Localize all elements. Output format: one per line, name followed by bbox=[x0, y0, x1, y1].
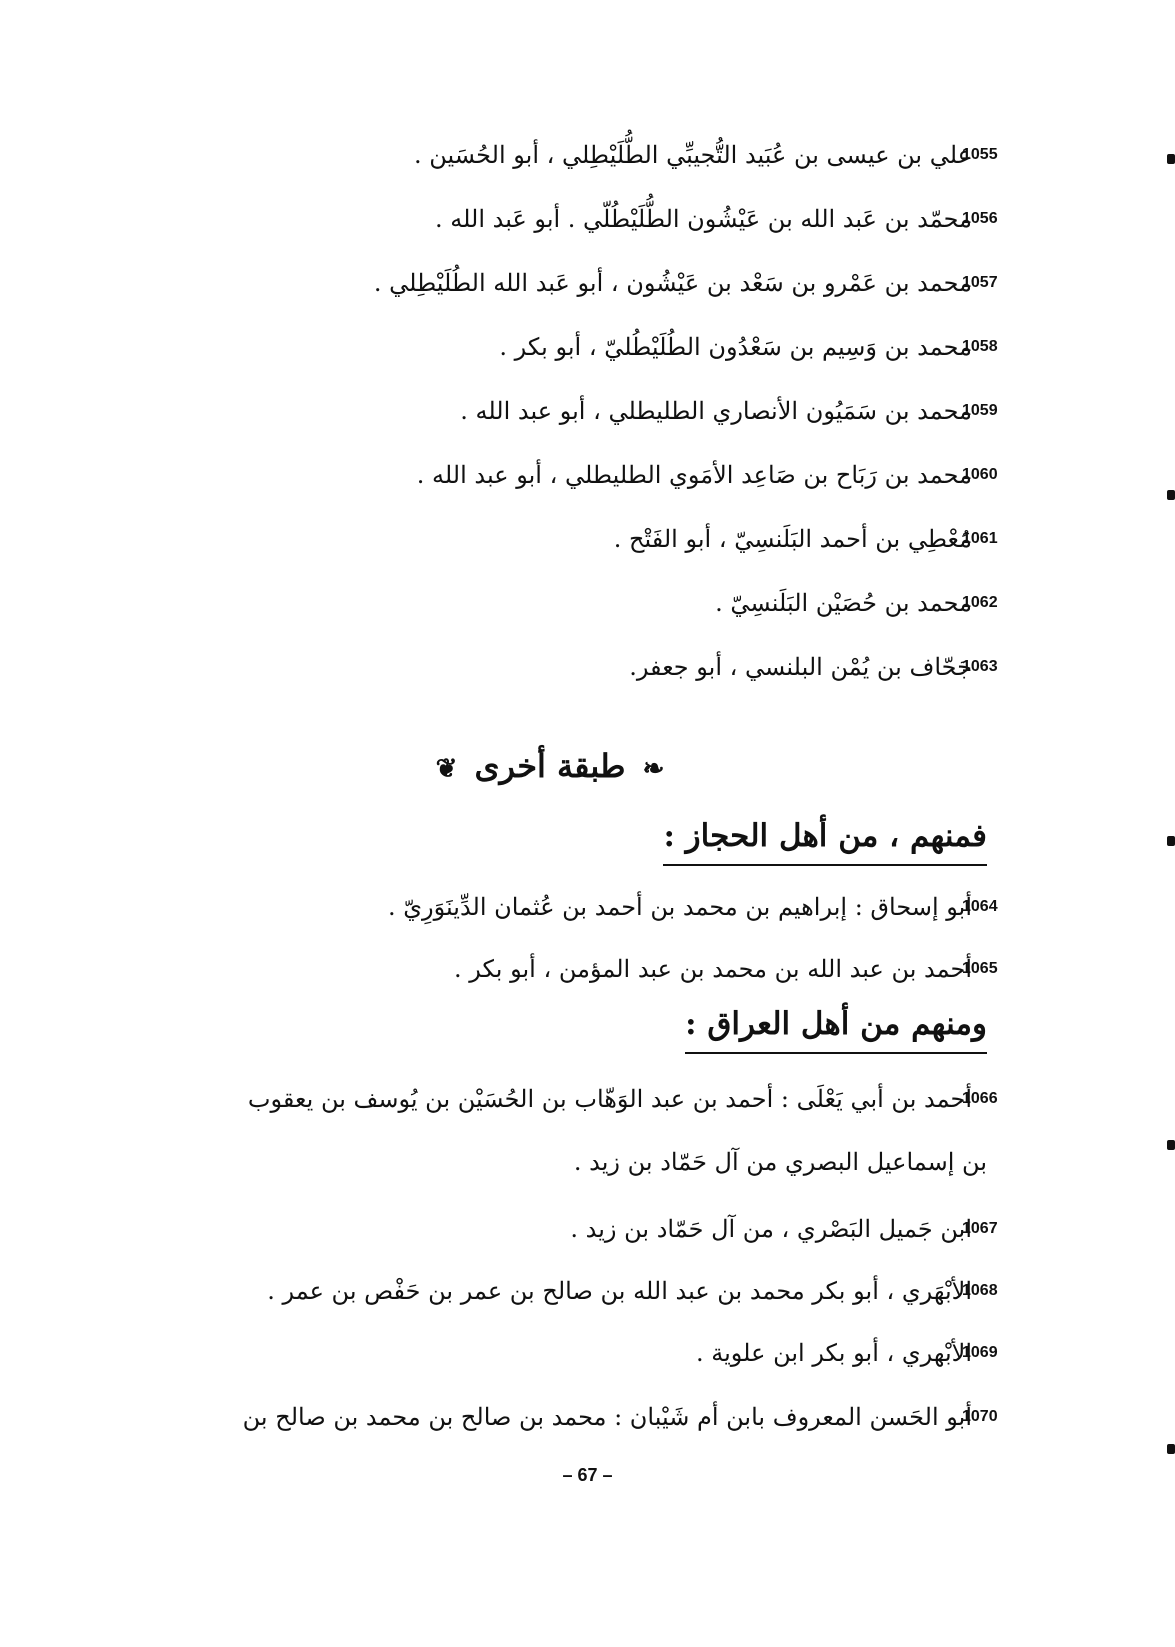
entry-text: محمد بن حُصَيْن البَلَنسِيّ . bbox=[715, 589, 972, 617]
entry-number: 1066 bbox=[962, 1090, 998, 1107]
ornament-icon: ❦ bbox=[435, 753, 458, 784]
entry-number: 1065 bbox=[962, 960, 998, 977]
entry-text: ابن جَميل البَصْري ، من آل حَمّاد بن زيد . bbox=[570, 1215, 972, 1243]
entry-1057 bbox=[100, 250, 1100, 316]
entry-number: 1058 bbox=[962, 338, 998, 355]
entry-number: 1064 bbox=[962, 898, 998, 915]
entry-number: 1070 bbox=[962, 1408, 998, 1425]
entry-text: محمد بن وَسِيم بن سَعْدُون الطُلَيْطُليّ ، أبو بكر . bbox=[499, 333, 972, 361]
entry-1061 bbox=[100, 506, 1100, 572]
entry-1066 bbox=[100, 1066, 1100, 1132]
entry-text: أحمد بن أبي يَعْلَى : أحمد بن عبد الوَهّاب بن الحُسَيْن بن يُوسف بن يعقوب bbox=[247, 1085, 972, 1113]
entry-text: أبو إسحاق : إبراهيم بن محمد بن أحمد بن عُثمان الدِّينَوَرِيّ . bbox=[387, 893, 972, 921]
entry-text: الأبْهَري ، أبو بكر محمد بن عبد الله بن صالح بن عمر بن حَفْص بن عمر . bbox=[267, 1277, 972, 1305]
entry-text: علي بن عيسى بن عُبَيد التُّجيبِّي الطُّلَيْطِلي ، أبو الحُسَين . bbox=[413, 141, 972, 169]
scan-mark bbox=[1167, 154, 1175, 164]
entry-1064 bbox=[100, 874, 1100, 940]
entry-text: محمد بن عَمْرو بن سَعْد بن عَيْشُون ، أبو عَبد الله الطُلَيْطِلي . bbox=[373, 269, 972, 297]
entry-text: أبو الحَسن المعروف بابن أم شَيْبان : محمد بن صالح بن محمد بن صالح بن bbox=[242, 1403, 972, 1431]
entry-text: محمد بن سَمَيُون الأنصاري الطليطلي ، أبو عبد الله . bbox=[460, 397, 972, 425]
heading-hijaz: فمنهم ، من أهل الحجاز : bbox=[663, 808, 987, 866]
entry-1065 bbox=[100, 936, 1100, 1002]
entry-1059 bbox=[100, 378, 1100, 444]
page-number: – 67 – bbox=[562, 1465, 613, 1485]
entry-1067 bbox=[100, 1196, 1100, 1262]
entry-number: 1068 bbox=[962, 1282, 998, 1299]
entry-number: 1069 bbox=[962, 1344, 998, 1361]
entry-1068 bbox=[100, 1258, 1100, 1324]
entry-number: 1063 bbox=[962, 658, 998, 675]
entry-number: 1062 bbox=[962, 594, 998, 611]
entry-1062 bbox=[100, 570, 1100, 636]
scan-mark bbox=[1167, 490, 1175, 500]
entry-text: مُعْطِي بن أحمد البَلَنسِيّ ، أبو الفَتْح . bbox=[613, 525, 972, 553]
entry-text: جَحّاف بن يُمْن البلنسي ، أبو جعفر. bbox=[629, 653, 972, 681]
entry-1058 bbox=[100, 314, 1100, 380]
scan-mark bbox=[1167, 1140, 1175, 1150]
entry-1069 bbox=[100, 1320, 1100, 1386]
entry-1055 bbox=[100, 122, 1100, 188]
scan-mark bbox=[1167, 836, 1175, 846]
heading-iraq: ومنهم من أهل العراق : bbox=[685, 996, 987, 1054]
entry-number: 1067 bbox=[962, 1220, 998, 1237]
entry-text: الأبْهري ، أبو بكر ابن علوية . bbox=[695, 1339, 972, 1367]
entry-1063 bbox=[100, 634, 1100, 700]
entry-1056 bbox=[100, 186, 1100, 252]
section-title bbox=[300, 736, 800, 796]
entry-1060 bbox=[100, 442, 1100, 508]
entry-number: 1059 bbox=[962, 402, 998, 419]
entry-number: 1055 bbox=[962, 146, 998, 163]
section-title-text: طبقة أخرى bbox=[474, 747, 626, 785]
ornament-icon: ❧ bbox=[642, 753, 665, 784]
scan-mark bbox=[1167, 1444, 1175, 1454]
entry-continuation: بن إسماعيل البصري من آل حَمّاد بن زيد . bbox=[573, 1148, 987, 1176]
entry-1070 bbox=[100, 1384, 1100, 1450]
entry-number: 1061 bbox=[962, 530, 998, 547]
entry-text: أحمد بن عبد الله بن محمد بن عبد المؤمن ، أبو بكر . bbox=[454, 955, 972, 983]
entry-number: 1060 bbox=[962, 466, 998, 483]
entry-text: محمّد بن عَبد الله بن عَيْشُون الطُّلَيْطُلّي . أبو عَبد الله . bbox=[434, 205, 972, 233]
entry-number: 1057 bbox=[962, 274, 998, 291]
entry-number: 1056 bbox=[962, 210, 998, 227]
entry-text: محمد بن رَبَاح بن صَاعِد الأمَوي الطليطلي ، أبو عبد الله . bbox=[416, 461, 972, 489]
